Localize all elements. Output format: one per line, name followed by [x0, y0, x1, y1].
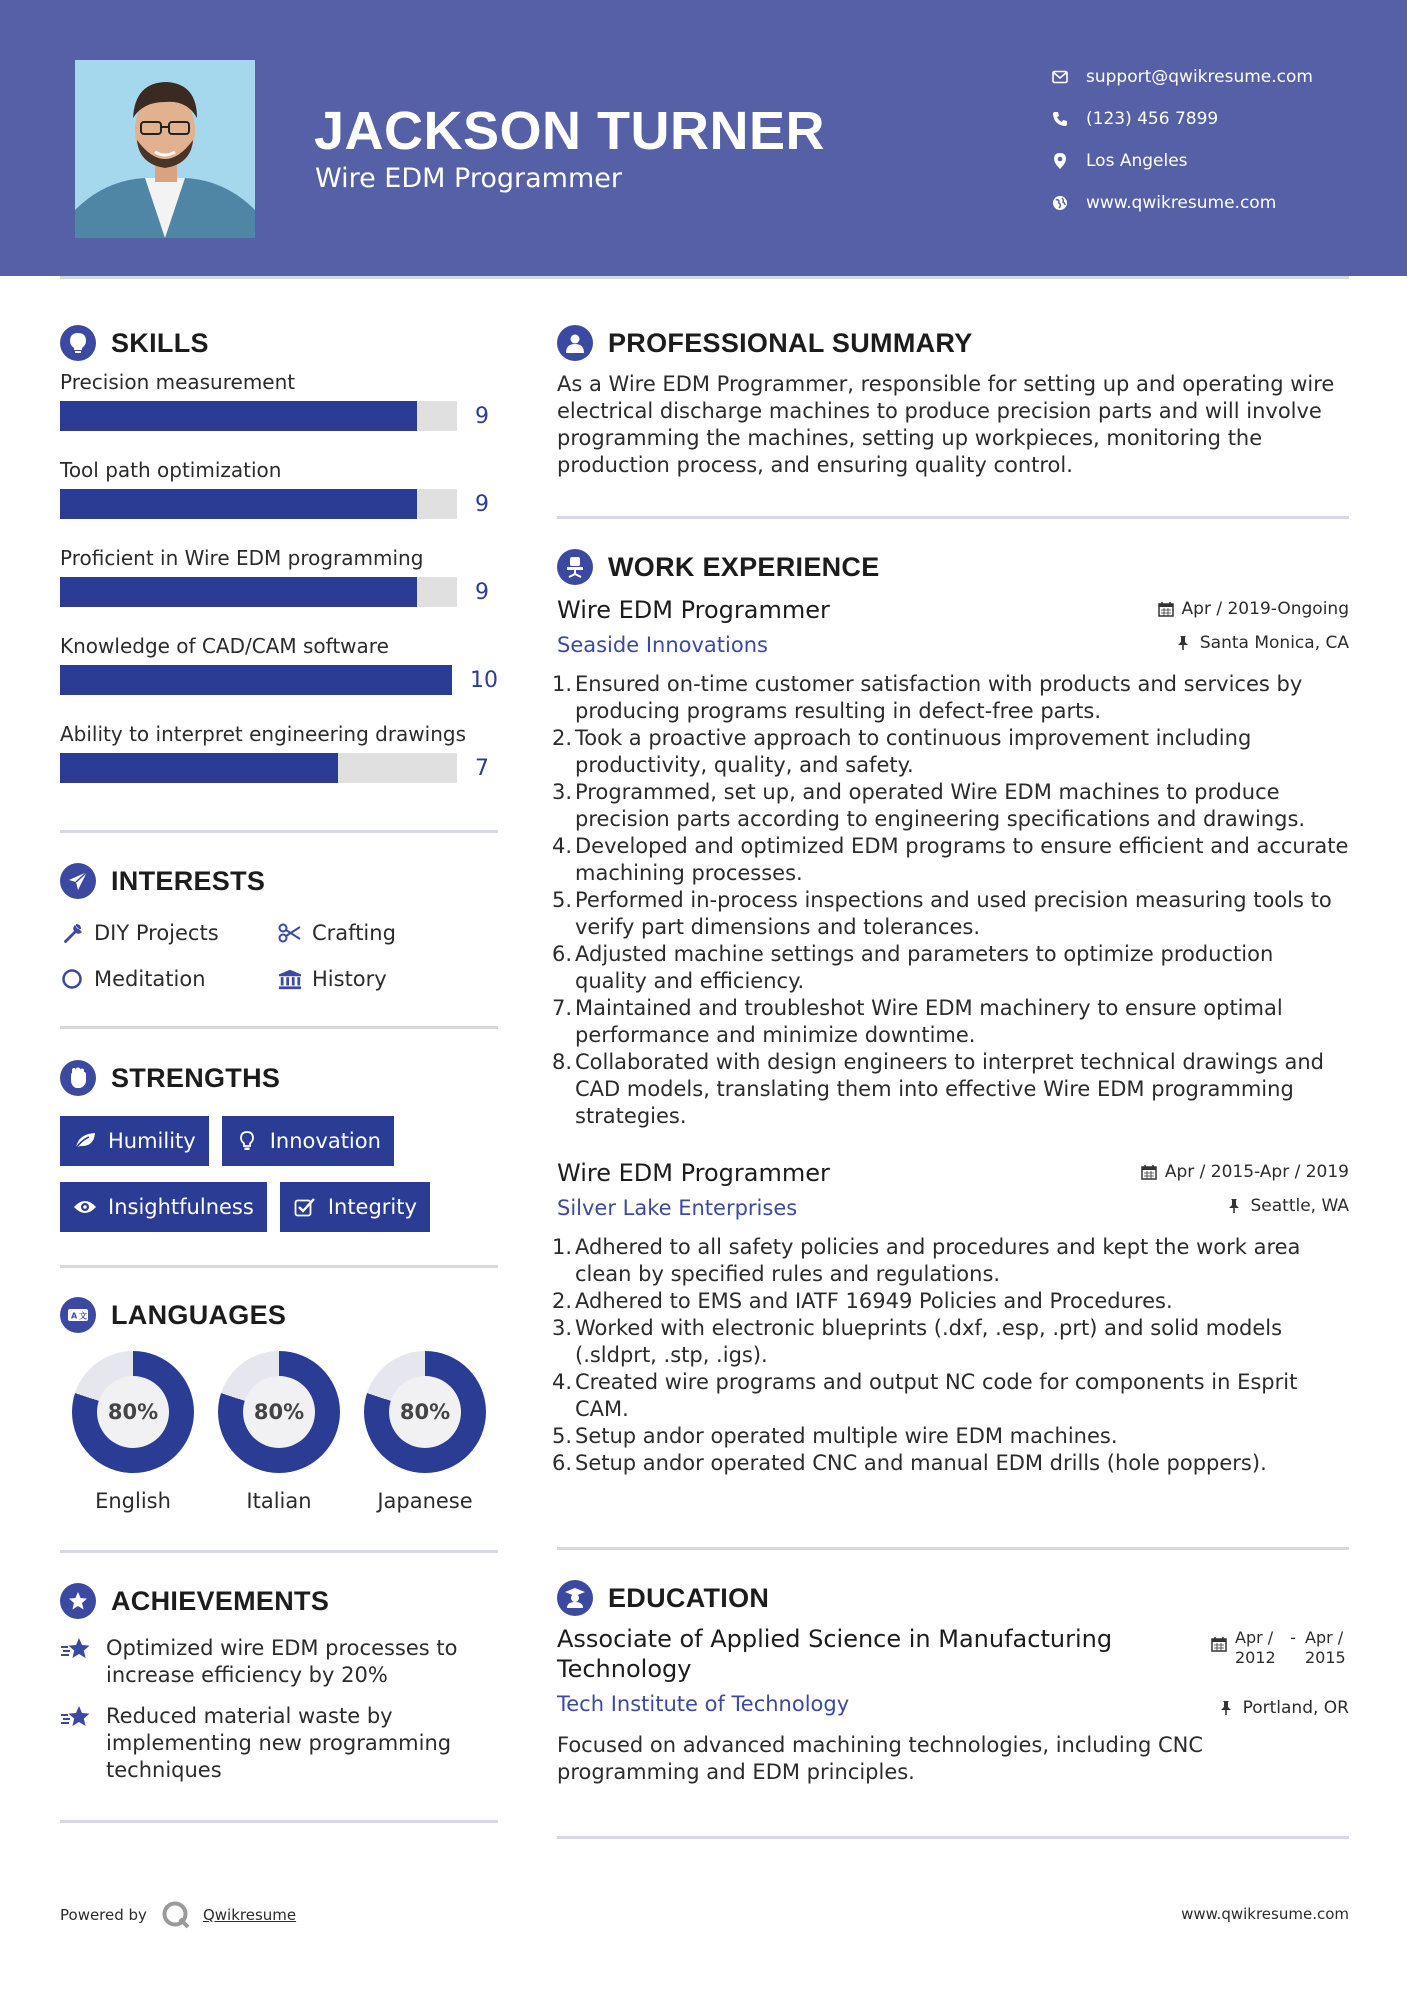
education-section	[557, 1578, 1349, 1786]
contact-location-text: Los Angeles	[1086, 151, 1188, 171]
skill-value: 10	[470, 667, 498, 693]
scissors-icon	[278, 921, 302, 945]
divider	[60, 1550, 498, 1553]
responsibility-text: Maintained and troubleshot Wire EDM machinery to ensure optimal performance and minimize downtime.	[575, 996, 1283, 1047]
powered-by-text: Powered by	[60, 1906, 147, 1924]
date-separator: -	[1290, 1628, 1296, 1647]
profile-photo	[75, 60, 255, 238]
language-item	[60, 1351, 206, 1513]
responsibility-item: 2. Adhered to EMS and IATF 16949 Policies and Procedures.	[552, 1289, 1173, 1313]
responsibility-item: 1. Ensured on-time customer satisfaction with products and services by producing programs resulting in defect-free parts.	[552, 672, 1303, 723]
divider	[60, 1820, 498, 1823]
calendar-icon	[1158, 601, 1174, 617]
lightbulb-icon	[235, 1129, 259, 1153]
skill-value: 9	[475, 579, 489, 605]
strength-label: Humility	[108, 1129, 196, 1153]
header	[0, 0, 1407, 276]
summary-section	[557, 323, 1349, 479]
divider	[60, 830, 498, 833]
job-dates-text: Apr / 2019-Ongoing	[1181, 599, 1349, 619]
globe-icon	[1050, 193, 1070, 213]
strength-label: Integrity	[327, 1195, 417, 1219]
user-icon	[557, 325, 593, 361]
summary-title: PROFESSIONAL SUMMARY	[608, 327, 973, 358]
fist-icon	[60, 1060, 96, 1096]
interest-item	[278, 961, 498, 997]
skill-value: 9	[475, 403, 489, 429]
skill-bar-fill	[60, 401, 417, 431]
responsibility-text: Ensured on-time customer satisfaction with products and services by producing programs resulting in defect-free parts.	[575, 672, 1303, 723]
contact-website[interactable]	[1050, 182, 1313, 224]
eye-icon	[73, 1195, 97, 1219]
achievement-text: Reduced material waste by implementing new programming techniques	[106, 1704, 452, 1782]
summary-text: As a Wire EDM Programmer, responsible for setting up and operating wire electrical discharge machines to produce precision parts and will involve programming the machines, setting up workpieces, monitoring the production process, and ensuring quality control.	[557, 372, 1335, 477]
pushpin-icon	[1176, 635, 1192, 651]
interest-item	[60, 915, 278, 951]
responsibility-item: 3. Worked with electronic blueprints (.dxf, .esp, .prt) and solid models (.sldprt, .stp, .igs).	[552, 1316, 1283, 1367]
contact-email[interactable]	[1050, 56, 1313, 98]
interest-item	[278, 915, 498, 951]
language-name: English	[95, 1489, 171, 1513]
responsibility-text: Programmed, set up, and operated Wire EDM machines to produce precision parts according to engineering specifications and drawings.	[575, 780, 1306, 831]
responsibility-text: Performed in-process inspections and used precision measuring tools to verify part dimensions and tolerances.	[575, 888, 1332, 939]
responsibility-text: Collaborated with design engineers to interpret technical drawings and CAD models, translating them into effective Wire EDM programming strategies.	[575, 1050, 1324, 1128]
achievement-item	[60, 1703, 498, 1784]
skills-section	[60, 323, 498, 807]
job-company[interactable]: Silver Lake Enterprises	[557, 1196, 798, 1220]
interest-item	[60, 961, 278, 997]
pushpin-icon	[1219, 1700, 1235, 1716]
candidate-title: Wire EDM Programmer	[315, 163, 622, 194]
achievements-section	[60, 1581, 498, 1790]
calendar-icon	[1211, 1636, 1227, 1652]
contact-email-text: support@qwikresume.com	[1086, 67, 1313, 87]
skill-bar-fill	[60, 665, 452, 695]
strength-tag	[280, 1182, 430, 1232]
skill-row	[60, 661, 498, 699]
wrench-icon	[60, 921, 84, 945]
skill-row	[60, 485, 498, 523]
strength-label: Insightfulness	[108, 1195, 254, 1219]
strength-tag	[60, 1116, 209, 1166]
responsibility-text: Worked with electronic blueprints (.dxf, .esp, .prt) and solid models (.sldprt, .stp, .igs).	[575, 1316, 1283, 1367]
qwikresume-logo-icon	[161, 1900, 191, 1930]
languages-title: LANGUAGES	[111, 1299, 287, 1330]
candidate-name: JACKSON TURNER	[314, 101, 826, 161]
contact-phone[interactable]	[1050, 98, 1313, 140]
contact-list	[1050, 56, 1313, 224]
responsibility-text: Adjusted machine settings and parameters to optimize production quality and efficiency.	[575, 942, 1274, 993]
skill-bar	[60, 489, 457, 519]
lightbulb-icon	[60, 325, 96, 361]
language-ring	[218, 1351, 340, 1473]
skill-row	[60, 749, 498, 787]
footer-brand-link[interactable]: Qwikresume	[202, 1906, 297, 1924]
svg-text:A: A	[71, 1311, 78, 1321]
responsibility-text: Developed and optimized EDM programs to ensure efficient and accurate machining processes.	[575, 834, 1349, 885]
svg-text:文: 文	[79, 1311, 87, 1321]
map-pin-icon	[1050, 151, 1070, 171]
strength-tag	[222, 1116, 394, 1166]
graduate-icon	[557, 1580, 593, 1616]
job-location	[1227, 1196, 1350, 1216]
strengths-title: STRENGTHS	[111, 1062, 281, 1093]
chair-icon	[557, 549, 593, 585]
degree: Associate of Applied Science in Manufacturing Technology	[557, 1625, 1113, 1683]
skill-value: 7	[475, 755, 489, 781]
skill-row	[60, 397, 498, 435]
responsibility-text: Setup andor operated CNC and manual EDM drills (hole poppers).	[575, 1451, 1267, 1475]
job-entry	[552, 593, 1349, 1130]
skill-name: Tool path optimization	[60, 458, 282, 482]
languages-list	[60, 1351, 498, 1513]
responsibility-item: 8. Collaborated with design engineers to interpret technical drawings and CAD models, translating them into effective Wire EDM programming strategies.	[552, 1050, 1324, 1128]
responsibility-item: 2. Took a proactive approach to continuous improvement including productivity, quality, and safety.	[552, 726, 1252, 777]
skill-bar-fill	[60, 577, 417, 607]
experience-title: WORK EXPERIENCE	[608, 551, 880, 582]
job-company[interactable]: Seaside Innovations	[557, 633, 768, 657]
strengths-heading	[60, 1058, 498, 1098]
responsibility-item: 4. Developed and optimized EDM programs to ensure efficient and accurate machining processes.	[552, 834, 1349, 885]
leaf-icon	[73, 1129, 97, 1153]
job-responsibilities	[552, 1234, 1349, 1477]
strengths-tags	[60, 1116, 498, 1248]
header-divider	[60, 276, 1349, 279]
experience-section	[552, 547, 1349, 1477]
interests-heading	[60, 861, 498, 901]
responsibility-text: Setup andor operated multiple wire EDM machines.	[575, 1424, 1118, 1448]
star-icon	[60, 1703, 92, 1731]
divider	[557, 1547, 1349, 1550]
skill-item	[60, 367, 498, 435]
experience-heading	[557, 547, 1349, 587]
responsibility-text: Adhered to EMS and IATF 16949 Policies and Procedures.	[575, 1289, 1173, 1313]
language-percent: 80%	[389, 1376, 461, 1448]
language-ring	[364, 1351, 486, 1473]
education-entry	[557, 1624, 1349, 1786]
skill-bar	[60, 665, 452, 695]
interest-label: Crafting	[312, 921, 396, 945]
skill-bar-fill	[60, 753, 338, 783]
interest-label: DIY Projects	[94, 921, 219, 945]
institution-icon	[278, 967, 302, 991]
summary-heading	[557, 323, 1349, 363]
envelope-icon	[1050, 67, 1070, 87]
divider	[60, 1265, 498, 1268]
responsibility-item: 5. Performed in-process inspections and used precision measuring tools to verify part dimensions and tolerances.	[552, 888, 1332, 939]
education-location	[1219, 1698, 1349, 1718]
strength-label: Innovation	[269, 1129, 381, 1153]
skills-title: SKILLS	[111, 327, 209, 358]
contact-location	[1050, 140, 1313, 182]
skills-list	[60, 367, 498, 787]
responsibility-item: 5. Setup andor operated multiple wire EDM machines.	[552, 1424, 1118, 1448]
responsibility-text: Took a proactive approach to continuous improvement including productivity, quality, and safety.	[575, 726, 1252, 777]
circle-icon	[60, 967, 84, 991]
interests-title: INTERESTS	[111, 865, 266, 896]
achievements-heading	[60, 1581, 498, 1621]
interests-list	[60, 915, 498, 997]
education-title: EDUCATION	[608, 1582, 770, 1613]
footer-powered	[60, 1900, 296, 1930]
responsibility-text: Adhered to all safety policies and procedures and kept the work area clean by specified rules and regulations.	[575, 1235, 1301, 1286]
language-name: Japanese	[377, 1489, 473, 1513]
job-title: Wire EDM Programmer	[557, 1159, 830, 1187]
divider	[557, 1836, 1349, 1839]
achievement-text: Optimized wire EDM processes to increase efficiency by 20%	[106, 1636, 458, 1687]
responsibility-item: 1. Adhered to all safety policies and procedures and kept the work area clean by specified rules and regulations.	[552, 1235, 1301, 1286]
language-item	[352, 1351, 498, 1513]
phone-icon	[1050, 109, 1070, 129]
calendar-icon	[1141, 1164, 1157, 1180]
contact-phone-text: (123) 456 7899	[1086, 109, 1219, 129]
job-responsibilities	[552, 671, 1349, 1130]
job-location	[1176, 633, 1349, 653]
skill-row	[60, 573, 498, 611]
divider	[60, 1026, 498, 1029]
responsibility-item: 3. Programmed, set up, and operated Wire EDM machines to produce precision parts according to engineering specifications and drawings.	[552, 780, 1306, 831]
star-badge-icon	[60, 1583, 96, 1619]
pushpin-icon	[1227, 1198, 1243, 1214]
achievements-list	[60, 1635, 498, 1784]
skill-item	[60, 631, 498, 699]
skills-heading	[60, 323, 498, 363]
job-title: Wire EDM Programmer	[557, 596, 830, 624]
interest-label: Meditation	[94, 967, 206, 991]
skill-name: Ability to interpret engineering drawings	[60, 722, 467, 746]
language-item	[206, 1351, 352, 1513]
education-dates	[1211, 1628, 1349, 1668]
responsibility-item: 6. Adjusted machine settings and parameters to optimize production quality and efficiency.	[552, 942, 1274, 993]
language-percent: 80%	[97, 1376, 169, 1448]
responsibility-item: 6. Setup andor operated CNC and manual EDM drills (hole poppers).	[552, 1451, 1267, 1475]
skill-bar	[60, 401, 457, 431]
education-heading	[557, 1578, 1349, 1618]
job-location-text: Seattle, WA	[1250, 1196, 1349, 1216]
languages-heading	[60, 1295, 498, 1335]
interest-label: History	[312, 967, 387, 991]
education-location-text: Portland, OR	[1242, 1698, 1349, 1718]
education-description: Focused on advanced machining technologies, including CNC programming and EDM principles.	[557, 1733, 1204, 1784]
contact-website-text: www.qwikresume.com	[1086, 193, 1277, 213]
job-dates	[1158, 599, 1349, 619]
interests-section	[60, 861, 498, 997]
skill-name: Precision measurement	[60, 370, 296, 394]
achievements-title: ACHIEVEMENTS	[111, 1585, 330, 1616]
job-dates	[1141, 1162, 1349, 1182]
job-dates-text: Apr / 2015-Apr / 2019	[1164, 1162, 1349, 1182]
languages-section	[60, 1295, 498, 1513]
paper-plane-icon	[60, 863, 96, 899]
strengths-section	[60, 1058, 498, 1248]
footer-url[interactable]: www.qwikresume.com	[1181, 1905, 1349, 1923]
skill-item	[60, 455, 498, 523]
skill-item	[60, 719, 498, 787]
star-icon	[60, 1635, 92, 1663]
skill-name: Proficient in Wire EDM programming	[60, 546, 424, 570]
achievement-item	[60, 1635, 498, 1689]
education-start: Apr / 2012	[1235, 1628, 1276, 1667]
skill-bar	[60, 577, 457, 607]
skill-item	[60, 543, 498, 611]
skill-bar-fill	[60, 489, 417, 519]
language-name: Italian	[246, 1489, 312, 1513]
skill-name: Knowledge of CAD/CAM software	[60, 634, 389, 658]
education-end: Apr / 2015	[1305, 1628, 1346, 1667]
skill-value: 9	[475, 491, 489, 517]
job-entry	[552, 1156, 1349, 1477]
responsibility-text: Created wire programs and output NC code for components in Esprit CAM.	[575, 1370, 1298, 1421]
language-icon	[60, 1297, 96, 1333]
language-ring	[72, 1351, 194, 1473]
strength-tag	[60, 1182, 267, 1232]
divider	[557, 516, 1349, 519]
skill-bar	[60, 753, 457, 783]
responsibility-item: 7. Maintained and troubleshot Wire EDM machinery to ensure optimal performance and minimize downtime.	[552, 996, 1283, 1047]
responsibility-item: 4. Created wire programs and output NC code for components in Esprit CAM.	[552, 1370, 1298, 1421]
job-location-text: Santa Monica, CA	[1199, 633, 1349, 653]
language-percent: 80%	[243, 1376, 315, 1448]
school[interactable]: Tech Institute of Technology	[557, 1692, 850, 1716]
check-square-icon	[293, 1195, 317, 1219]
